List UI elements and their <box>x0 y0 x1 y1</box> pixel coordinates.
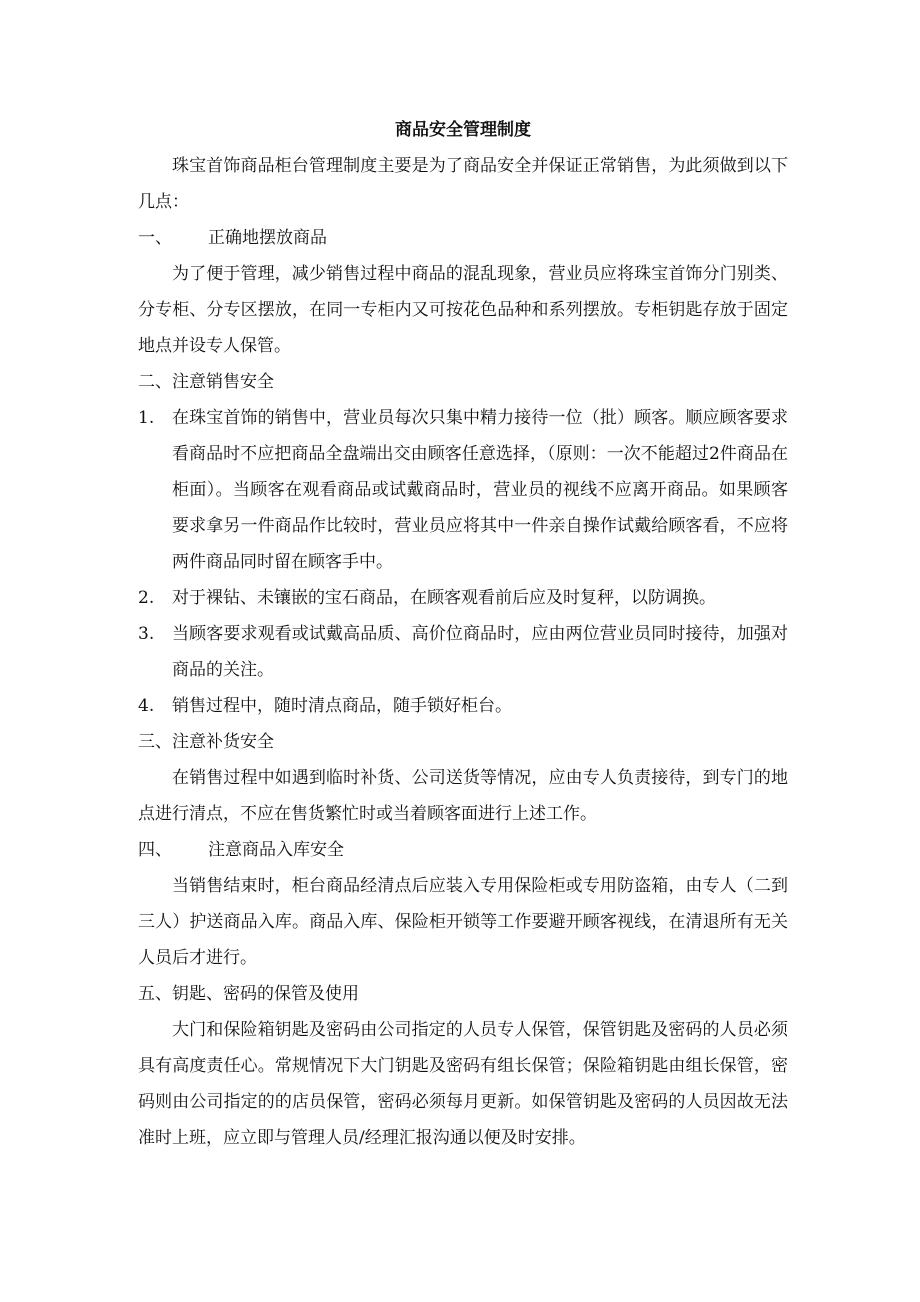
section-3-title: 注意补货安全 <box>172 732 274 752</box>
section-4-heading <box>138 832 788 868</box>
section-1-heading <box>138 220 788 256</box>
section-3-number: 三、 <box>138 732 172 752</box>
list-item-text: 销售过程中，随时清点商品，随手锁好柜台。 <box>172 696 512 716</box>
section-1-number: 一、 <box>138 228 172 248</box>
list-item-text: 当顾客要求观看或试戴高品质、高价位商品时，应由两位营业员同时接待，加强对商品的关注。 <box>172 624 788 680</box>
section-4-paragraph: 当销售结束时，柜台商品经清点后应装入专用保险柜或专用防盗箱，由专人（二到三人）护送商品入库。商品入库、保险柜开锁等工作要避开顾客视线，在清退所有无关人员后才进行。 <box>138 876 788 968</box>
section-2-list <box>138 400 788 724</box>
section-5-paragraph: 大门和保险箱钥匙及密码由公司指定的人员专人保管，保管钥匙及密码的人员必须具有高度责任心。常规情况下大门钥匙及密码有组长保管；保险箱钥匙由组长保管，密码则由公司指定的的店员保管，密码必须每月更新。如保管钥匙及密码的人员因故无法准时上班，应立即与管理人员/经理汇报沟通以便及时安排。 <box>138 1020 788 1148</box>
document-title: 商品安全管理制度 <box>395 120 531 140</box>
list-item-number: 2. <box>138 588 155 608</box>
document-page <box>138 112 788 1156</box>
section-4-number: 四、 <box>138 840 172 860</box>
section-5-title: 钥匙、密码的保管及使用 <box>172 984 359 1004</box>
section-5-number: 五、 <box>138 984 172 1004</box>
list-item <box>138 580 788 616</box>
list-item-number: 3. <box>138 624 155 644</box>
intro-paragraph: 珠宝首饰商品柜台管理制度主要是为了商品安全并保证正常销售，为此须做到以下几点： <box>138 156 788 212</box>
section-3-heading <box>138 724 788 760</box>
list-item-number: 4. <box>138 696 155 716</box>
list-item-number: 1. <box>138 408 155 428</box>
list-item <box>138 400 788 580</box>
section-2-number: 二、 <box>138 372 172 392</box>
section-1-paragraph: 为了便于管理，减少销售过程中商品的混乱现象，营业员应将珠宝首饰分门别类、分专柜、分专区摆放，在同一专柜内又可按花色品种和系列摆放。专柜钥匙存放于固定地点并设专人保管。 <box>138 264 788 356</box>
list-item-text: 在珠宝首饰的销售中，营业员每次只集中精力接待一位（批）顾客。顺应顾客要求看商品时不应把商品全盘端出交由顾客任意选择，（原则：一次不能超过2件商品在柜面）。当顾客在观看商品或试戴商品时，营业员的视线不应离开商品。如果顾客要求拿另一件商品作比较时，营业员应将其中一件亲自操作试戴给顾客看，不应将两件商品同时留在顾客手中。 <box>172 408 788 572</box>
section-2-heading <box>138 364 788 400</box>
section-4-title: 注意商品入库安全 <box>208 840 344 860</box>
list-item <box>138 616 788 688</box>
list-item <box>138 688 788 724</box>
section-3-paragraph: 在销售过程中如遇到临时补货、公司送货等情况，应由专人负责接待，到专门的地点进行清点，不应在售货繁忙时或当着顾客面进行上述工作。 <box>138 768 788 824</box>
section-1-title: 正确地摆放商品 <box>208 228 327 248</box>
list-item-text: 对于裸钻、未镶嵌的宝石商品，在顾客观看前后应及时复秤，以防调换。 <box>172 588 716 608</box>
section-5-heading <box>138 976 788 1012</box>
section-2-title: 注意销售安全 <box>172 372 274 392</box>
